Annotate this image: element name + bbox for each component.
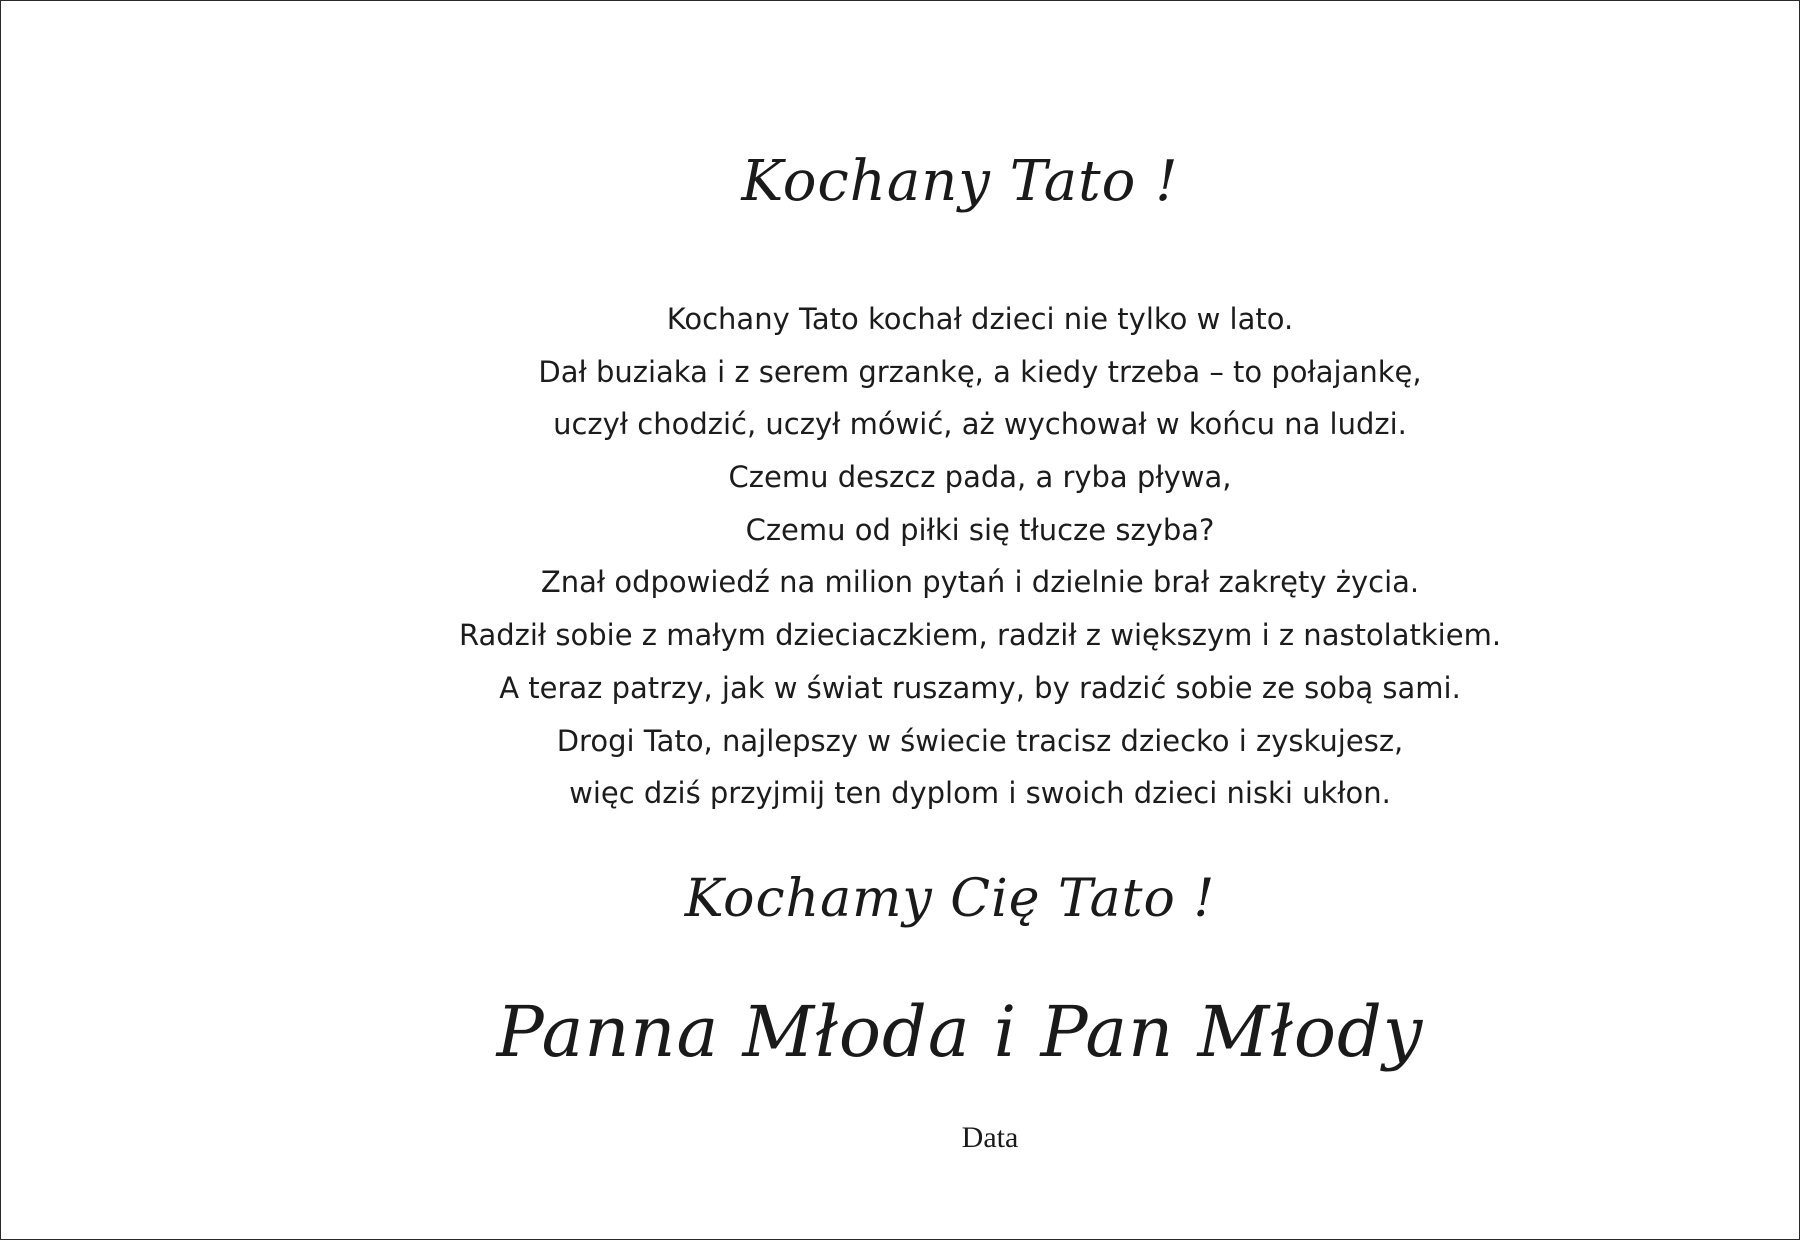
poem-line: Znał odpowiedź na milion pytań i dzielnie brał zakręty życia. [540,565,1420,600]
closing-line: Kochamy Cię Tato ! [684,869,1216,929]
signature: Panna Młoda i Pan Młody [496,991,1424,1073]
poem-line: Dał buziaka i z serem grzankę, a kiedy trzeba – to połajankę, [538,354,1422,389]
poem-line: Radził sobie z małym dzieciaczkiem, radził z większym i z nastolatkiem. [458,618,1502,653]
poem-line: Czemu deszcz pada, a ryba pływa, [728,460,1232,495]
poem-line: A teraz patrzy, jak w świat ruszamy, by radzić sobie ze sobą sami. [499,670,1461,705]
poem [81,293,1800,820]
poem-line: więc dziś przyjmij ten dyplom i swoich dzieci niski ukłon. [569,776,1391,811]
poem-line: Czemu od piłki się tłucze szyba? [745,512,1215,547]
poem-line: uczył chodzić, uczył mówić, aż wychował w końcu na ludzi. [553,407,1407,442]
poem-line: Drogi Tato, najlepszy w świecie tracisz dziecko i zyskujesz, [556,723,1404,758]
card-title: Kochany Tato ! [741,149,1179,214]
date-label: Data [961,1121,1019,1154]
poem-line: Kochany Tato kochał dzieci nie tylko w lato. [666,302,1294,336]
